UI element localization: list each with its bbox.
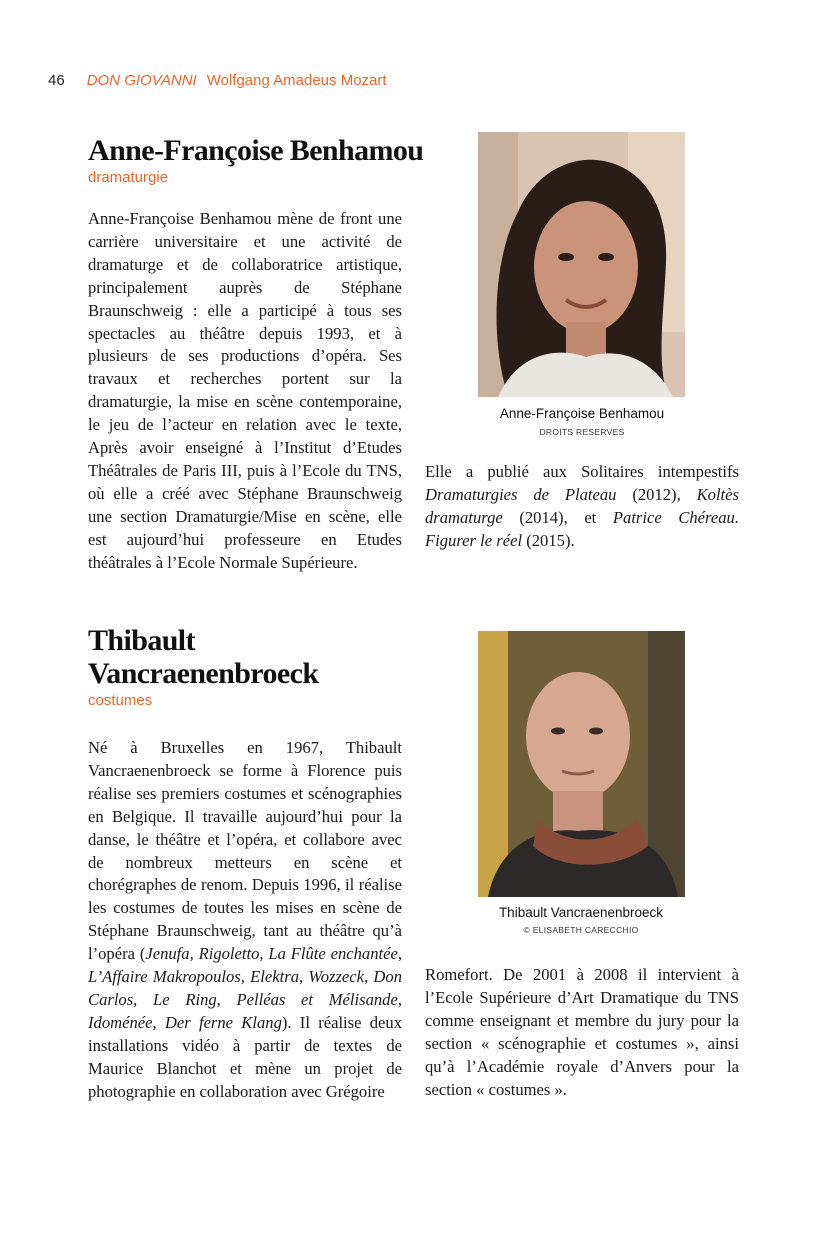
portrait-man-image xyxy=(478,631,685,897)
person2-photo-caption: Thibault Vancraenenbroeck xyxy=(498,905,664,920)
person1-photo xyxy=(478,132,685,397)
person2-name-line2: Vancraenenbroeck xyxy=(88,657,319,690)
person1-bio-left-text: Anne-Françoise Benhamou mène de front une carrière universitaire et une activité de dramaturge et de collaboratrice artistique, principalement auprès de Stéphane Braunschweig : elle a participé à tous ses spectacles au théâtre depuis 1993, et à plusieurs de ses productions d’opéra. Ses travaux et recherches portent sur la dramaturgie, la mise en scène contemporaine, le jeu de l’acteur en relation avec le texte, Après avoir enseigné à l’Institut d’Etudes Théâtrales de Paris III, puis à l’Ecole du TNS, où elle a créé avec Stéphane Braunschweig une section Dramaturgie/Mise en scène, elle est aujourd’hui professeure en Etudes théâtrales à l’Ecole Normale Supérieure. xyxy=(88,209,402,572)
person2-role: costumes xyxy=(88,692,153,709)
text-run: (2012), xyxy=(616,484,697,504)
person1-photo-caption: Anne-Françoise Benhamou xyxy=(499,406,665,421)
text-run: ). Il réalise deux installations vidéo à partir de textes de Maurice Blanchot et mène un projet de photographie en collaboration avec Grégoire xyxy=(88,1012,402,1101)
portrait-woman-image xyxy=(478,132,685,397)
book-title: Koltès dramaturge xyxy=(425,484,739,527)
production-list: Jenufa, Rigoletto, La Flûte enchantée, L’Affaire Makropoulos, Elektra, Wozzeck, Don Carlos, Le Ring, Pelléas et Mélisande, Idoménée, Der ferne Klang xyxy=(88,944,403,1032)
person2-photo xyxy=(478,631,685,897)
person1-role: dramaturgie xyxy=(88,169,169,186)
person2-name xyxy=(88,624,318,690)
person2-bio-right-text: Romefort. De 2001 à 2008 il intervient à l’Ecole Supérieure d’Art Dramatique du TNS comme enseignant et membre du jury pour la section « scénographie et costumes », ainsi qu’à l’Académie royale d’Anvers pour la section « costumes ». xyxy=(425,965,739,1099)
running-head xyxy=(48,72,387,89)
person1-photo-credit: DROITS RESERVES xyxy=(539,427,625,437)
person2-bio-left xyxy=(88,737,402,1104)
running-head-composer: Wolfgang Amadeus Mozart xyxy=(206,72,387,89)
person2-photo-credit: © ELISABETH CARECCHIO xyxy=(523,925,639,935)
page-number: 46 xyxy=(48,72,65,89)
book-title: Dramaturgies de Plateau xyxy=(425,484,617,504)
text-run: Né à Bruxelles en 1967, Thibault Vancraenenbroeck se forme à Florence puis réalise ses premiers costumes et scénographies en Belgique. Il travaille aujourd’hui pour la danse, le théâtre et l’opéra, et collabore avec de nombreux metteurs en scène et chorégraphes de renom. Depuis 1996, il réalise les costumes de toutes les mises en scène de Stéphane Braunschweig, tant au théâtre qu’à l’opéra ( xyxy=(88,738,402,964)
person1-name: Anne-Françoise Benhamou xyxy=(88,134,424,167)
text-run: (2015). xyxy=(522,530,575,550)
person1-bio-right xyxy=(425,461,739,553)
text-run: Elle a publié aux Solitaires intempestifs xyxy=(425,462,739,481)
running-head-title: DON GIOVANNI xyxy=(86,72,197,89)
person2-name-line1: Thibault xyxy=(88,624,195,657)
book-title: Patrice Chéreau. Figurer le réel xyxy=(425,507,740,550)
person1-bio-left xyxy=(88,208,402,575)
person2-bio-right xyxy=(425,964,739,1101)
text-run: (2014), et xyxy=(502,507,613,527)
